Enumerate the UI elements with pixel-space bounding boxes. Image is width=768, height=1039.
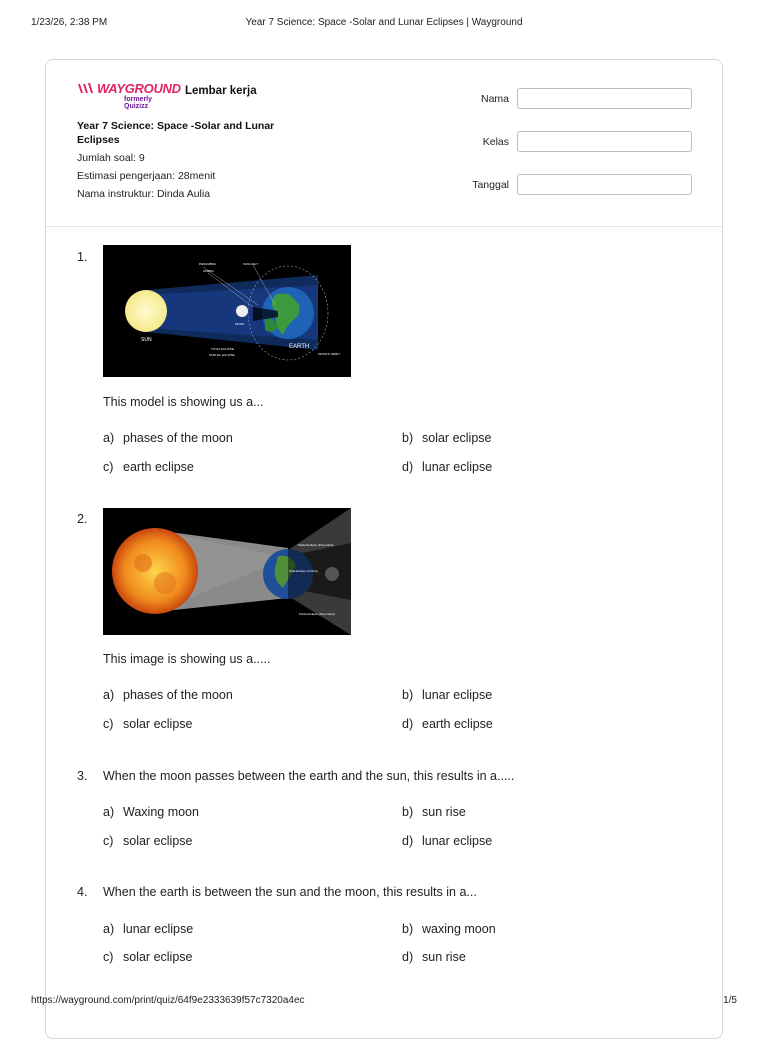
class-field[interactable] (517, 131, 692, 152)
question-4-option-d[interactable] (402, 950, 466, 964)
question-1-option-d[interactable] (402, 460, 492, 474)
worksheet-header (46, 60, 722, 227)
question-2-option-c[interactable] (103, 717, 192, 731)
label-moons-orbit: MOON'S ORBIT (318, 352, 340, 356)
option-text: sun rise (422, 950, 466, 964)
option-text: lunar eclipse (123, 922, 194, 936)
wayground-logo (77, 80, 181, 110)
question-3-number: 3. (77, 769, 88, 783)
question-2-option-d[interactable] (402, 717, 493, 731)
label-total-eclipse: Total Eclipse (Umbra) (289, 569, 318, 573)
question-1-number: 1. (77, 250, 88, 264)
option-letter: d) (402, 950, 414, 964)
question-1-option-a[interactable] (103, 431, 233, 445)
question-3-option-b[interactable] (402, 805, 466, 819)
label-partial-eclipse-bottom: Partial Eclipse (Penumbra) (299, 612, 335, 616)
option-text: solar eclipse (422, 431, 492, 445)
label-sunlight: SUNLIGHT (243, 262, 259, 266)
question-4-option-a[interactable] (103, 922, 193, 936)
question-2-image (103, 508, 351, 635)
wayground-logo-icon (77, 82, 97, 94)
label-moon: MOON (235, 322, 245, 326)
print-header (0, 17, 768, 31)
option-text: sun rise (422, 805, 466, 819)
date-field[interactable] (517, 174, 692, 195)
option-text: phases of the moon (123, 431, 233, 445)
instructor-name: Nama instruktur: Dinda Aulia (77, 188, 211, 200)
sheet-label: Lembar kerja (185, 85, 257, 97)
date-field-label: Tanggal (472, 179, 509, 191)
option-letter: a) (103, 922, 115, 936)
option-letter: b) (402, 688, 414, 702)
option-letter: a) (103, 688, 115, 702)
print-page-number: 1/5 (723, 995, 737, 1006)
label-earth: EARTH (289, 344, 310, 350)
option-letter: c) (103, 717, 114, 731)
question-3-option-d[interactable] (402, 834, 492, 848)
option-letter: b) (402, 922, 414, 936)
option-text: lunar eclipse (422, 688, 493, 702)
option-text: waxing moon (422, 922, 496, 936)
print-url: https://wayground.com/print/quiz/64f9e2333639f57c7320a4ec (31, 995, 305, 1006)
option-text: phases of the moon (123, 688, 233, 702)
lunar-eclipse-diagram (103, 245, 351, 377)
print-page-title: Year 7 Science: Space -Solar and Lunar Eclipses | Wayground (245, 17, 523, 28)
option-letter: b) (402, 805, 414, 819)
option-letter: c) (103, 460, 114, 474)
question-4-option-c[interactable] (103, 950, 192, 964)
option-letter: a) (103, 431, 115, 445)
question-4-text: When the earth is between the sun and the moon, this results in a... (103, 885, 477, 899)
question-1-text: This model is showing us a... (103, 395, 264, 409)
name-field[interactable] (517, 88, 692, 109)
print-datetime: 1/23/26, 2:38 PM (31, 17, 108, 28)
question-2-text: This image is showing us a..... (103, 652, 271, 666)
lunar-eclipse-photo (103, 508, 351, 635)
logo-wordmark: WAYGROUND (97, 81, 181, 96)
option-letter: b) (402, 431, 414, 445)
question-3-option-a[interactable] (103, 805, 199, 819)
option-letter: c) (103, 834, 114, 848)
option-letter: d) (402, 460, 414, 474)
question-2-number: 2. (77, 512, 88, 526)
option-text: lunar eclipse (422, 460, 493, 474)
quiz-title: Year 7 Science: Space -Solar and Lunar Eclipses (77, 120, 275, 146)
option-text: solar eclipse (123, 834, 193, 848)
option-text: earth eclipse (123, 460, 194, 474)
worksheet-card (45, 59, 723, 1039)
label-sun: SUN (141, 337, 152, 343)
label-total-eclipse: TOTAL ECLIPSE (211, 347, 234, 351)
name-field-label: Nama (480, 93, 509, 105)
question-3-option-c[interactable] (103, 834, 192, 848)
label-penumbra: PENUMBRA (199, 262, 217, 266)
question-2-option-b[interactable] (402, 688, 492, 702)
question-1-image (103, 245, 351, 377)
question-1-option-b[interactable] (402, 431, 491, 445)
option-text: earth eclipse (422, 717, 493, 731)
question-count: Jumlah soal: 9 (77, 152, 145, 164)
question-4-number: 4. (77, 885, 88, 899)
option-text: solar eclipse (123, 950, 193, 964)
option-letter: c) (103, 950, 114, 964)
question-3-text: When the moon passes between the earth and the sun, this results in a..... (103, 769, 515, 783)
question-4-option-b[interactable] (402, 922, 496, 936)
class-field-label: Kelas (482, 136, 509, 148)
label-partial-eclipse: PARTIAL ECLIPSE (209, 353, 235, 357)
question-1-option-c[interactable] (103, 460, 194, 474)
option-text: Waxing moon (123, 805, 199, 819)
option-text: solar eclipse (123, 717, 193, 731)
label-partial-eclipse-top: Partial Eclipse (Penumbra) (298, 543, 334, 547)
logo-subtitle: formerly Quizizz (124, 96, 153, 110)
question-2-option-a[interactable] (103, 688, 233, 702)
option-letter: a) (103, 805, 115, 819)
option-text: lunar eclipse (422, 834, 493, 848)
label-umbra: UMBRA (203, 269, 214, 273)
option-letter: d) (402, 717, 414, 731)
print-footer (0, 995, 768, 1009)
option-letter: d) (402, 834, 414, 848)
estimated-time: Estimasi pengerjaan: 28menit (77, 170, 216, 182)
